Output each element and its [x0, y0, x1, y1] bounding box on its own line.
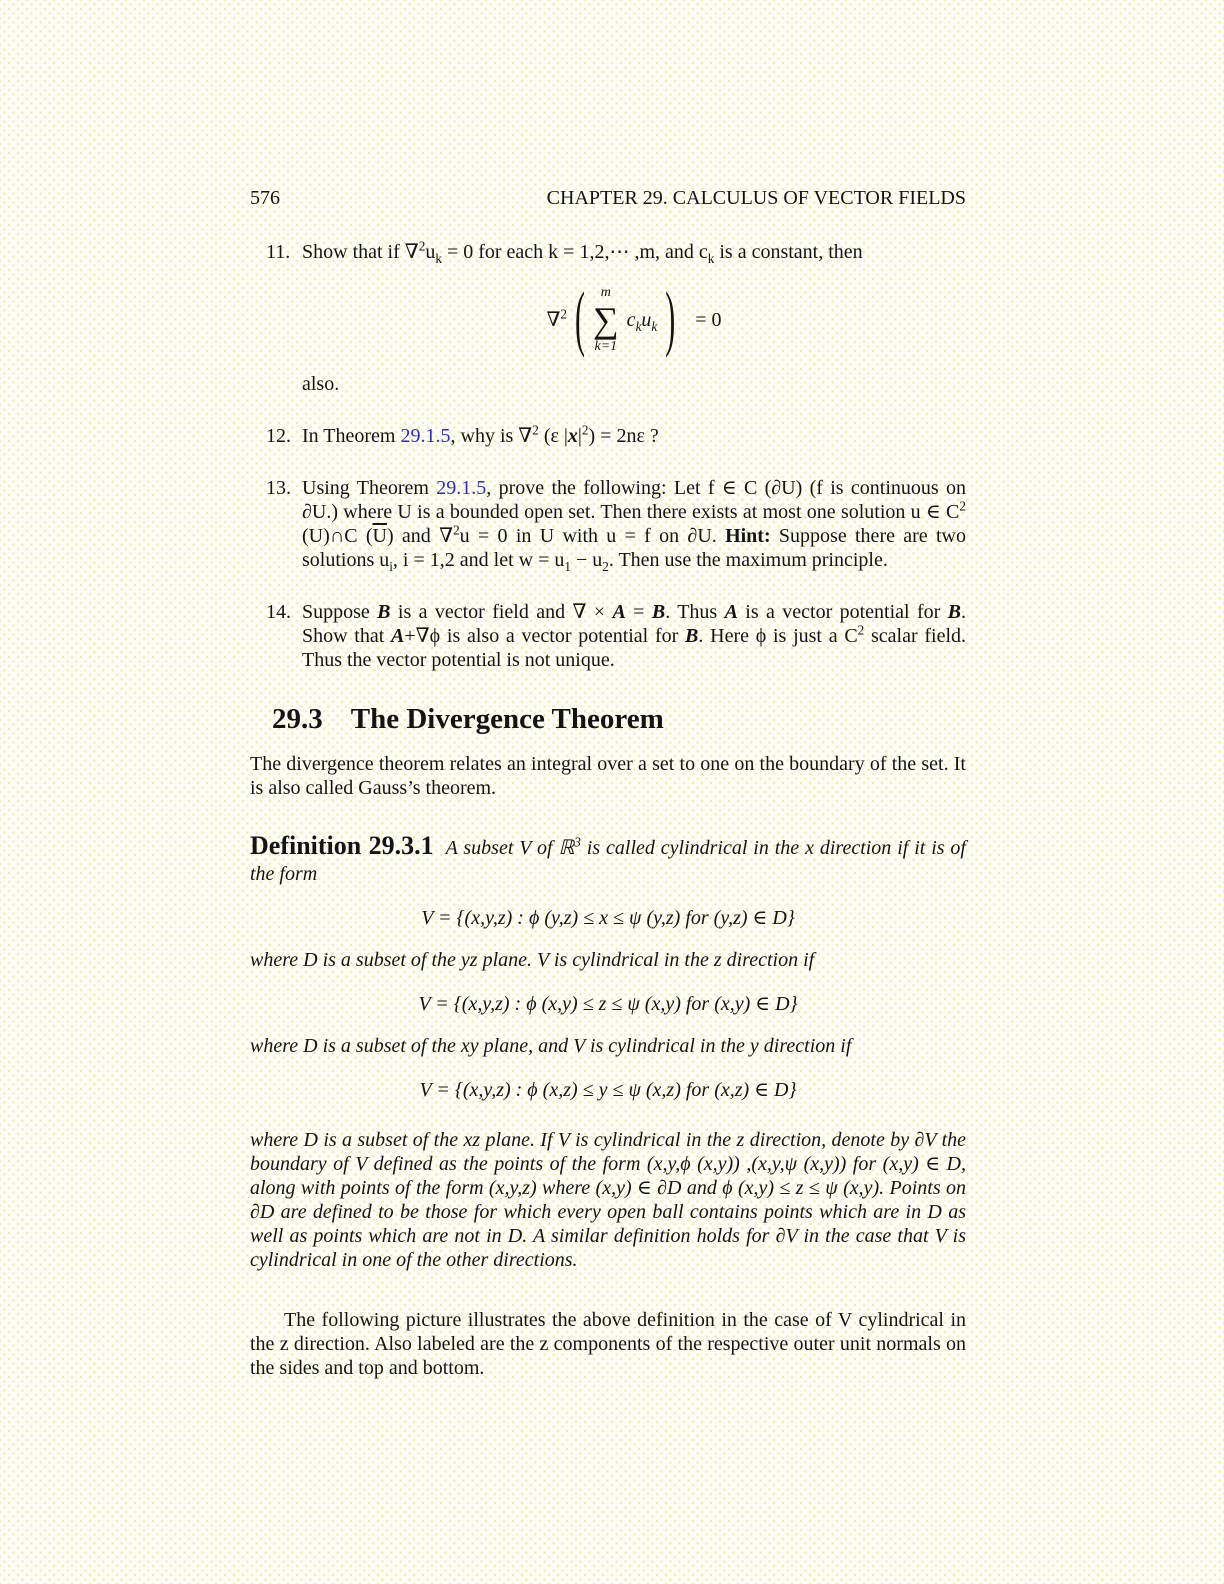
text-segment: Suppose there are two solutions $u_i$, i = 1,2 and let $w = u_1 - u_2$. Then use the maximum principle. [302, 525, 966, 574]
text-segment: Using Theorem [302, 477, 437, 499]
display-equation-y-direction: V = {(x,y,z) : ϕ (x,z) ≤ y ≤ ψ (x,z) for (x,z) ∈ D} [419, 1079, 797, 1101]
display-equation-x-direction: V = {(x,y,z) : ϕ (y,z) ≤ x ≤ ψ (y,z) for (y,z) ∈ D} [421, 907, 795, 929]
theorem-link[interactable]: 29.1.5 [436, 477, 487, 499]
exercise-item-11 [250, 240, 966, 396]
item-number: 14. [266, 601, 291, 623]
exercise-12-text [302, 424, 966, 448]
page-number: 576 [250, 187, 280, 209]
summand: $c_ku_k$ [626, 309, 658, 334]
exercise-item-13 [250, 476, 966, 572]
item-number: 11. [266, 241, 291, 263]
exercise-item-14 [250, 600, 966, 672]
definition-between-1: where D is a subset of the yz plane. V is cylindrical in the z direction if [250, 949, 815, 971]
text-segment: In Theorem [302, 425, 401, 447]
item-body [302, 600, 966, 672]
definition-label: Definition 29.3.1 [250, 831, 434, 860]
closing-paragraph: The following picture illustrates the above definition in the case of V cylindrical in the z direction. Also labeled are the z components of the respective outer unit normals on the sides and top and bottom. [250, 1309, 966, 1379]
item-body [302, 424, 966, 448]
section-number: 29.3 [272, 703, 323, 735]
item-number: 13. [266, 477, 291, 499]
open-paren: ( [575, 278, 585, 360]
text-segment: , why is ∇$^2$ (ε $|x|^2) = 2n\varepsilon$ ? [450, 422, 659, 447]
also-text: also. [302, 373, 340, 395]
equals-zero: = 0 [695, 309, 722, 331]
display-equation-z-direction: V = {(x,y,z) : ϕ (x,y) ≤ z ≤ ψ (x,y) for (x,y) ∈ D} [418, 993, 798, 1015]
definition-boundary-paragraph: where D is a subset of the xz plane. If V is cylindrical in the z direction, denote by ∂V the boundary of V defined as the points of the form (x,y,ϕ (x,y)) ,(x,y,ψ (x,y)) for (x,y) ∈ D, along with points of the form (x,y,z) where (x,y) ∈ ∂D and ϕ (x,y) ≤ z ≤ ψ (x,y). Points on ∂D are defined to be those for which every open ball contains points which are in D as well as points which are not in D. A similar definition holds for ∂V in the case that V is cylindrical in one of the other directions. [250, 1129, 966, 1271]
text-segment: , prove the following: Let f ∈ C (∂U) (f is continuous on ∂U.) where U is a bounded open set. Then there exists at most one solution u ∈ $C^2$ (U)∩C $(\overline{U})$ and ∇$^2$u = 0 in U with u = f on ∂U. [302, 477, 966, 547]
sigma-operator: ∑ [593, 300, 619, 340]
intro-paragraph: The divergence theorem relates an integral over a set to one on the boundary of the set. It is also called Gauss’s theorem. [250, 753, 966, 799]
section-title: The Divergence Theorem [350, 703, 664, 735]
chapter-header: CHAPTER 29. CALCULUS OF VECTOR FIELDS [546, 187, 966, 209]
item-body [302, 240, 966, 396]
sum-lower-limit: k=1 [594, 339, 618, 354]
section-heading [272, 702, 966, 736]
close-paren: ) [665, 278, 676, 360]
definition-paragraph [250, 830, 966, 886]
hint-label: Hint: [725, 525, 771, 547]
textbook-page [250, 0, 966, 1380]
sum-upper-limit: m [600, 284, 611, 300]
exercise-11-text: Show that if $\nabla^2u_k = 0$ for each k = 1,2,⋯ ,m, and $c_k$ is a constant, then [302, 238, 863, 266]
theorem-link[interactable]: 29.1.5 [400, 425, 451, 447]
nabla-squared-operator: ∇$^2$ [546, 306, 567, 331]
exercise-14-text: Suppose B is a vector field and ∇ × A = B. Thus A is a vector potential for B. Show that A+∇ϕ is also a vector potential for B. Here ϕ is just a $C^2$ scalar field. Thus the vector potential is not unique. [302, 601, 967, 671]
summation [593, 285, 619, 355]
item-body [302, 476, 966, 572]
display-equation-sum [302, 280, 966, 360]
page-header [250, 186, 966, 210]
exercise-13-text [302, 476, 966, 572]
definition-lead-text: A subset V of ℝ$^3$ is called cylindrical in the x direction if it is of the form [250, 834, 966, 885]
exercise-item-12 [250, 424, 966, 448]
definition-between-2: where D is a subset of the xy plane, and V is cylindrical in the y direction if [250, 1035, 852, 1057]
item-number: 12. [266, 425, 291, 447]
